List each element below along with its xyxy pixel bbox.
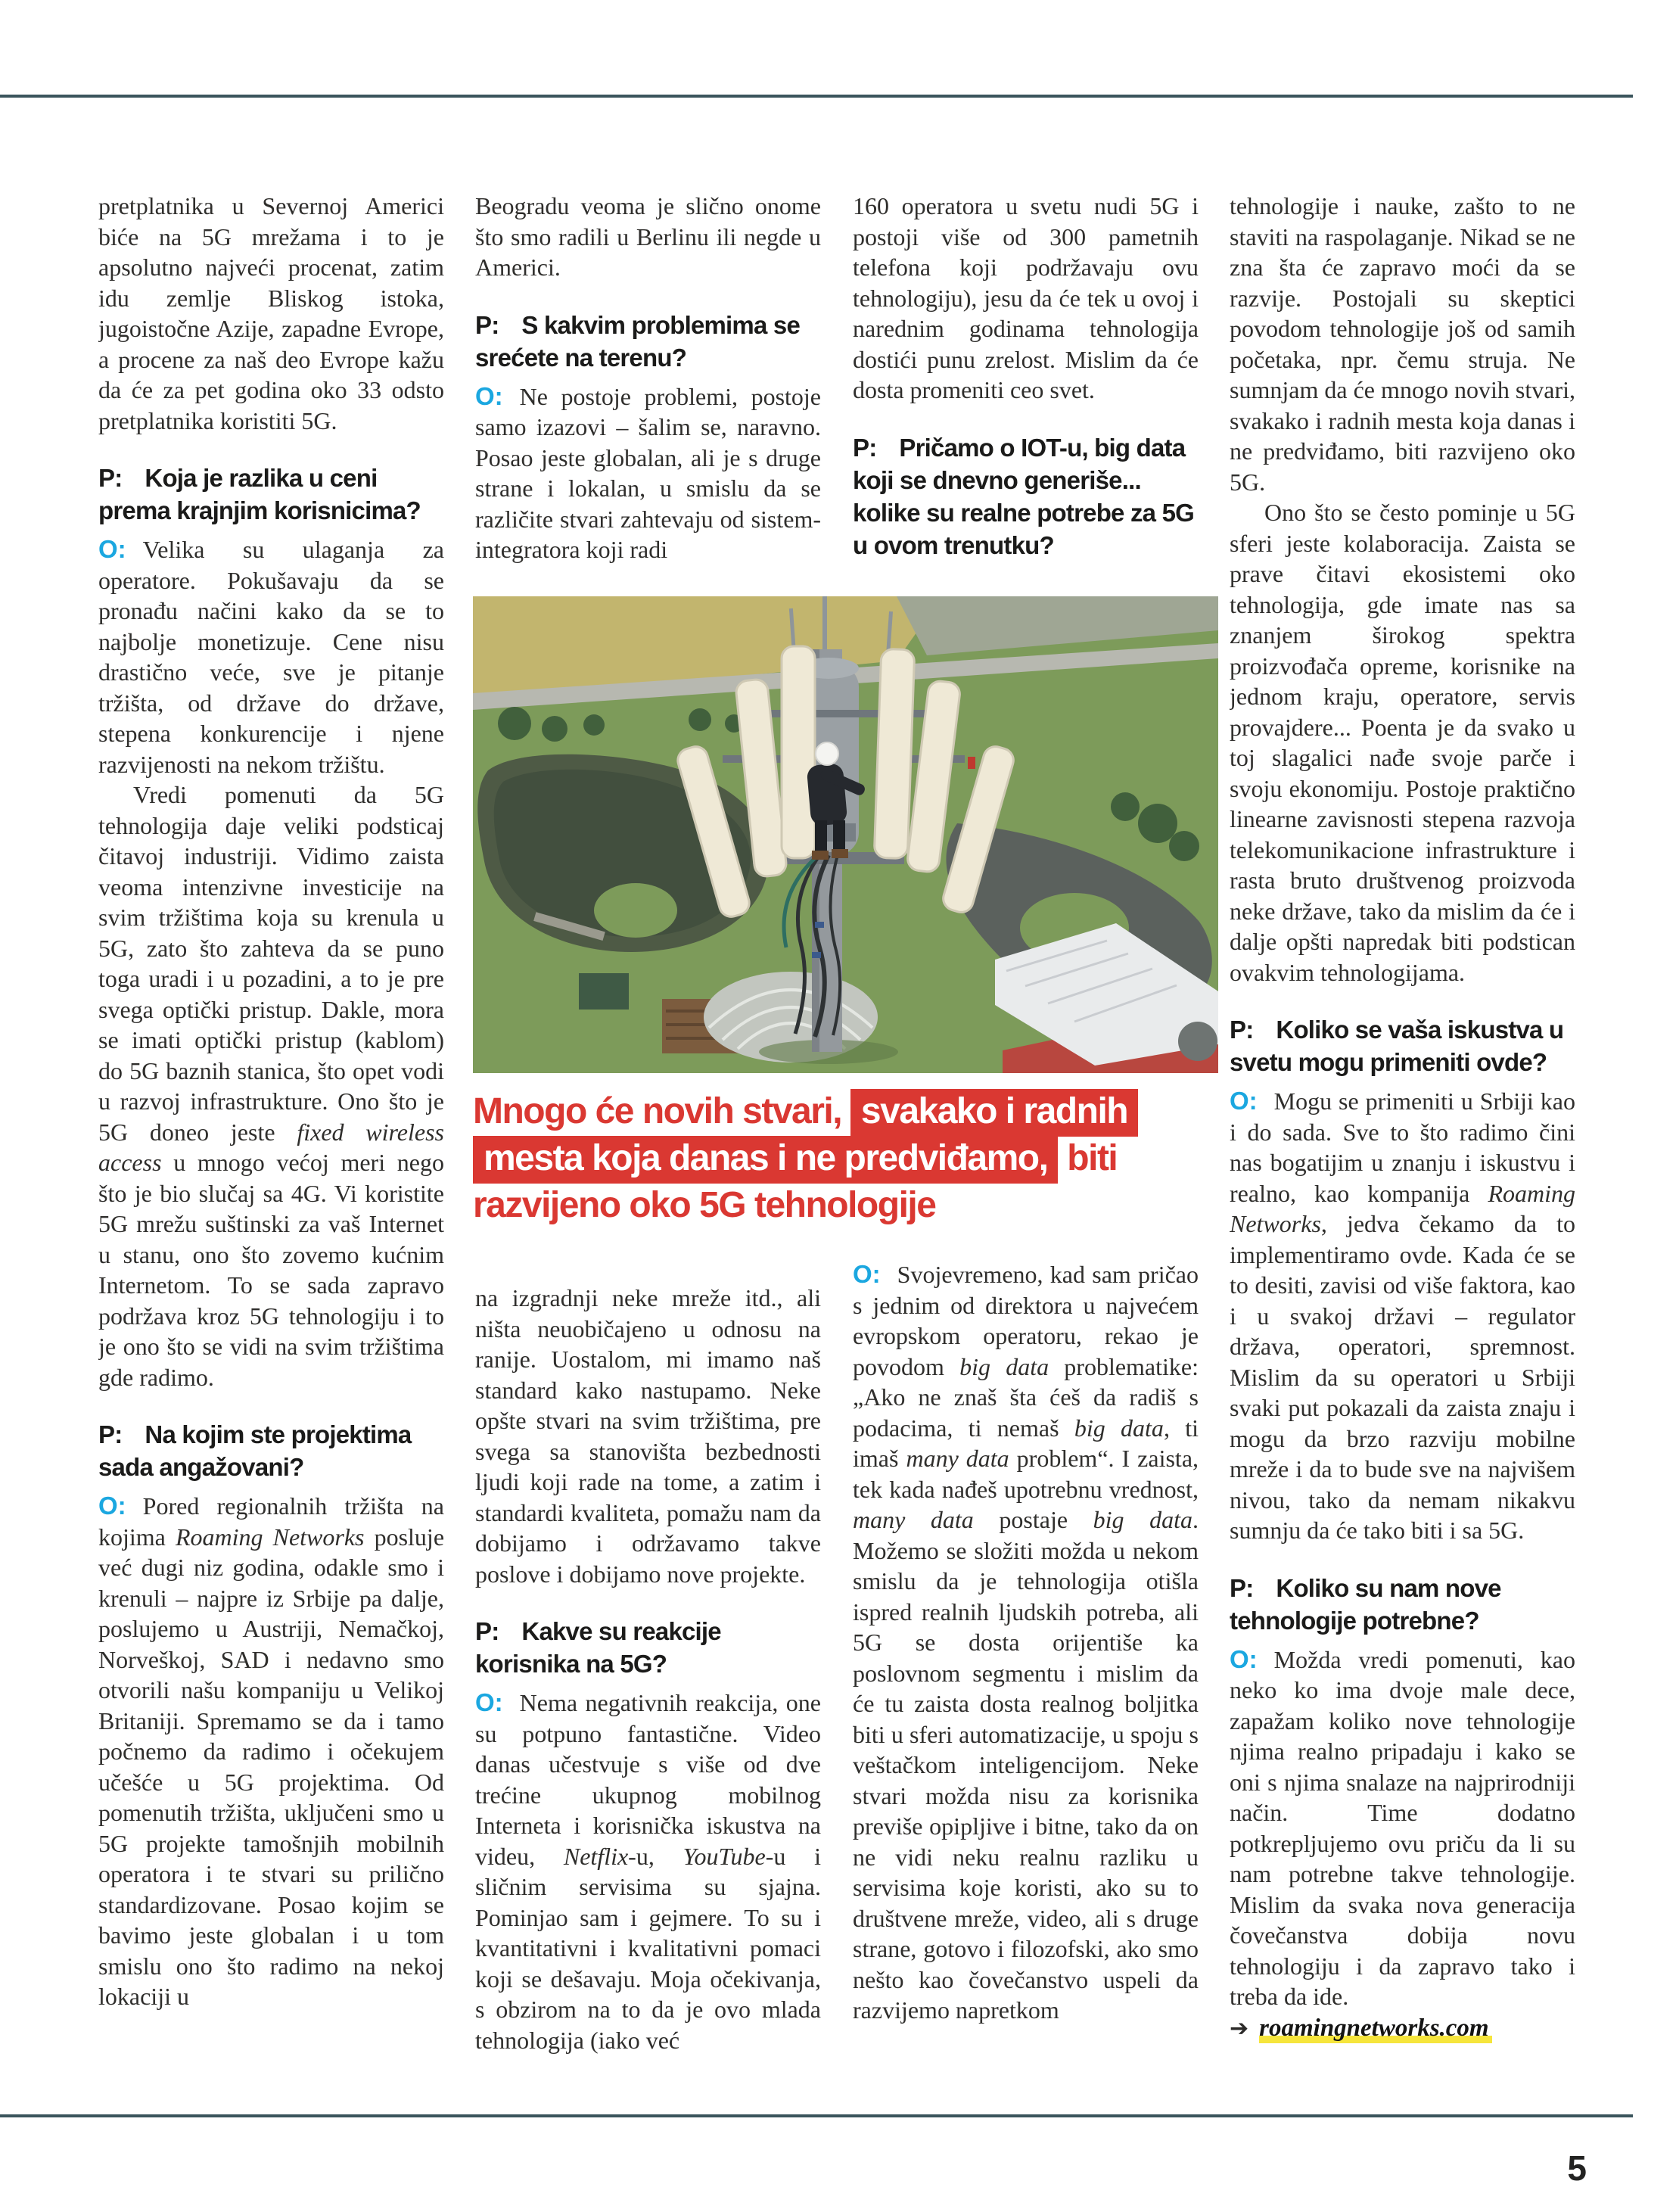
question-text: S kakvim problemima se srećete na terenu? bbox=[475, 310, 800, 372]
question-heading bbox=[475, 309, 821, 374]
top-rule bbox=[0, 95, 1633, 98]
question-text: Koliko se vaša iskustva u svetu mogu primeniti ovde? bbox=[1230, 1016, 1564, 1076]
body-paragraph: Vredi pomenuti da 5G tehnologija daje veliki podsticaj čitavoj industriji. Vidimo zaista veoma intenzivne investicije na svim tržištima koja su krenula u 5G, zato što zahteva da se puno toga uradi i u pozadini, a to je pre svega optički pristup. Dakle, mora se imati optički pristup (kablom) do 5G baznih stanica, što opet vodi u razvoj infrastrukture. Ono što je 5G doneo jeste fixed wireless access u mnogo većoj meri nego što je bio slučaj sa 4G. Vi koristite 5G mrežu suštinski za vaš Internet u stanu, ono što zovemo kućnim Internetom. To se sada zapravo podržava kroz 5G tehnologiju i to je ono što se vidi na svim tržištima gde radimo. bbox=[98, 781, 444, 1391]
italic-term: many data bbox=[853, 1506, 974, 1533]
italic-term: fixed wireless access bbox=[98, 1118, 444, 1176]
pull-quote-line-3 bbox=[473, 1182, 1230, 1229]
pull-quote-line-1 bbox=[473, 1088, 1230, 1135]
answer-paragraph: O: Svojevremeno, kad sam pričao s jednim od direktora u najvećem evropskom operatoru, rekao je povodom big data problematike: „Ako ne znaš šta ćeš da radiš s podacima, ti nemaš big data, ti imaš many data problem“. I zaista, tek kada nađeš upotrebnu vrednost, many data postaje big data. Možemo se složiti možda u nekom smislu da je tehnologija otišla ispred realnih ljudskih potreba, ali 5G se dosta orijentiše ka poslovnom segmentu i mislim da će tu zaista dosta realnog boljitka biti u sferi automatizacije, u spoju s veštačkom inteligencijom. Neke stvari možda nisu za korisnika previše opipljive i bitne, tako da on ne vidi neku realnu razliku u servisima koje koristi, ako su to društvene mreže, video, ali s druge strane, gotovo i filozofski, ako smo nešto kao čovečanstvo uspeli da razvijemo napretkom bbox=[853, 1260, 1199, 2024]
pull-quote-text: biti bbox=[1058, 1138, 1118, 1178]
italic-term: Roaming Networks bbox=[1230, 1179, 1575, 1237]
answer-label: O: bbox=[853, 1260, 881, 1288]
column-1 bbox=[98, 191, 444, 2117]
pull-quote-line-2 bbox=[473, 1135, 1230, 1182]
question-label: P: bbox=[475, 1617, 499, 1645]
question-heading bbox=[98, 462, 444, 527]
question-text: Koja je razlika u ceni prema krajnjim korisnicima? bbox=[98, 464, 421, 524]
italic-term: Roaming Networks bbox=[175, 1523, 365, 1551]
question-label: P: bbox=[1230, 1573, 1254, 1602]
question-heading bbox=[1230, 1013, 1575, 1078]
question-text: Kakve su reakcije korisnika na 5G? bbox=[475, 1617, 721, 1678]
answer-label: O: bbox=[98, 1492, 126, 1520]
question-heading bbox=[853, 431, 1199, 562]
answer-label: O: bbox=[1230, 1087, 1258, 1115]
answer-label: O: bbox=[475, 1688, 503, 1716]
body-paragraph: Beogradu veoma je slično onome što smo radili u Berlinu ili negde u Americi. bbox=[475, 192, 821, 281]
answer-paragraph: O: Velika su ulaganja za operatore. Pokušavaju da se pronađu načini kako da se to najbolje monetizuje. Cene nisu drastično veće, sve je pitanje tržišta, od države do države, stepena konkurencije i njene razvijenosti na nekom tržištu. bbox=[98, 535, 444, 778]
answer-label: O: bbox=[98, 535, 126, 563]
column-2-top bbox=[475, 191, 821, 598]
question-label: P: bbox=[475, 310, 499, 339]
question-label: P: bbox=[853, 433, 877, 462]
pull-quote bbox=[473, 1088, 1230, 1229]
answer-paragraph: O: Pored regionalnih tržišta na kojima Roaming Networks posluje već dugi niz godina, odakle smo i krenuli – najpre iz Srbije pa dalje, poslujemo u Austriji, Nemačkoj, Norveškoj, SAD i nedavno smo otvorili našu kompaniju u Velikoj Britaniji. Spremamo se da i tamo počnemo da radimo i očekujem učešće u 5G projektima. Od pomenutih tržišta, uključeni smo u 5G projekte tamošnjih mobilnih operatora i te stvari su prilično standardizovane. Posao kojim se bavimo jeste globalan i u tom smislu ono što radimo na nekoj lokaciji u bbox=[98, 1492, 444, 2010]
italic-term: big data bbox=[1074, 1414, 1164, 1442]
question-label: P: bbox=[98, 464, 123, 492]
website-link[interactable]: roamingnetworks.com bbox=[1259, 2014, 1491, 2043]
pull-quote-text: Mnogo će novih stvari, bbox=[473, 1091, 850, 1131]
answer-paragraph: O: Ne postoje problemi, postoje samo izazovi – šalim se, naravno. Posao jeste globalan, ali je s druge strane i lokalan, u smislu da se različite stvari zahtevaju od sistem-integratora koji radi bbox=[475, 381, 821, 563]
pull-quote-highlight: svakako i radnih bbox=[850, 1089, 1138, 1137]
italic-term: Netflix bbox=[563, 1842, 629, 1870]
answer-paragraph: O: Možda vredi pomenuti, kao neko ko ima dvoje male dece, zapažam koliko nove tehnologije njima realno pripadaju i kako se oni s njima snalaze na najprirodniji način. Time dodatno potkrepljujemo ovu priču da li su nam potrebne takve tehnologije. Mislim da svaka nova generacija čovečanstva dobija novu tehnologiju i da zapravo tako i treba da ide. bbox=[1230, 1644, 1575, 2010]
website-link-line bbox=[1230, 2012, 1575, 2045]
pull-quote-text: razvijeno oko 5G tehnologije bbox=[473, 1185, 936, 1225]
body-paragraph: pretplatnika u Severnoj Americi biće na 5G mrežama i to je apsolutno najveći procenat, zatim idu zemlje Bliskog istoka, jugoistočne Azije, zapadne Evrope, a procene za naš deo Evrope kažu da će za pet godina oko 33 odsto pretplatnika koristiti 5G. bbox=[98, 192, 444, 434]
column-3-bottom bbox=[853, 1259, 1199, 2115]
answer-paragraph: O: Mogu se primeniti u Srbiji kao i do sada. Sve to što radimo čini nas bogatijim u znanju i iskustvu i realno, kao kompanija Roaming Networks, jedva čekamo da to implementiramo ovde. Kada će se to desiti, zavisi od više faktora, kao i u svakoj državi – regulator država, operatori, spremnost. Mislim da su operatori u Srbiji svaki put pokazali da zaista znaju i mogu da brzo razviju mobilne mreže i da to bude sve na najvišem nivou, tako da nemam nikakvu sumnju da će tako biti i sa 5G. bbox=[1230, 1087, 1575, 1544]
question-text: Koliko su nam nove tehnologije potrebne? bbox=[1230, 1573, 1501, 1635]
tower-photo bbox=[473, 596, 1218, 1073]
question-text: Pričamo o IOT-u, big data koji se dnevno generiše... kolike su realne potrebe za 5G u ovom trenutku? bbox=[853, 433, 1195, 559]
italic-term: YouTube bbox=[683, 1842, 766, 1870]
question-heading bbox=[1230, 1572, 1575, 1637]
answer-label: O: bbox=[475, 381, 503, 410]
body-paragraph: tehnologije i nauke, zašto to ne staviti na raspolaganje. Nikad se ne zna šta će zapravo moći da se razvije. Postojali su skeptici povodom tehnologije još od samih početaka, npr. čemu struja. Ne sumnjam da će mnogo novih stvari, svakako i radnih mesta koja danas i ne predviđamo, biti razvijeno oko 5G. bbox=[1230, 192, 1575, 496]
italic-term: big data bbox=[959, 1352, 1049, 1380]
question-heading bbox=[475, 1615, 821, 1680]
question-heading bbox=[98, 1418, 444, 1483]
body-paragraph: 160 operatora u svetu nudi 5G i postoji više od 300 pametnih telefona koji podržavaju ovu tehnologiju), jesu da će tek u ovoj i narednim godinama tehnologija dostići punu zrelost. Mislim da će dosta promeniti ceo svet. bbox=[853, 192, 1199, 403]
question-label: P: bbox=[1230, 1016, 1254, 1044]
column-3-top bbox=[853, 191, 1199, 598]
answer-label: O: bbox=[1230, 1644, 1258, 1673]
question-text: Na kojim ste projektima sada angažovani? bbox=[98, 1420, 412, 1481]
column-4 bbox=[1230, 191, 1575, 2117]
column-2-bottom bbox=[475, 1283, 821, 2115]
body-paragraph: na izgradnji neke mreže itd., ali ništa neuobičajeno u odnosu na ranije. Uostalom, mi imamo naš standard kako nastupamo. Neke opšte stvari na svim tržištima, pre svega sa stanovišta bezbednosti ljudi koji rade na tome, a zatim i standardi kvaliteta, pomažu nam da dobijamo i održavamo takve poslove i dobijamo nove projekte. bbox=[475, 1284, 821, 1588]
italic-term: many data bbox=[906, 1445, 1009, 1472]
bottom-rule bbox=[0, 2114, 1633, 2117]
body-paragraph: Ono što se često pominje u 5G sferi jeste kolaboracija. Zaista se prave čitavi ekosistemi oko tehnologija, gde imate nas sa znanjem širokog spektra proizvođača opreme, korisnike na jednom kraju, operatore, servis provajdere... Poenta je da svako u toj slagalici nađe svoje parče i svoju ekonomiju. Postoje praktično linearne zavisnosti stepena razvoja telekomunikacione infrastrukture i rasta bruto društvenog proizvoda neke države, tako da mislim da će i dalje opšti napredak biti podstican ovakvim tehnologijama. bbox=[1230, 499, 1575, 986]
italic-term: big data bbox=[1093, 1506, 1192, 1533]
pull-quote-highlight: mesta koja danas i ne predviđamo, bbox=[473, 1136, 1058, 1184]
arrow-icon: ➔ bbox=[1230, 2014, 1249, 2042]
question-label: P: bbox=[98, 1420, 123, 1448]
page-number: 5 bbox=[1567, 2148, 1587, 2188]
answer-paragraph: O: Nema negativnih reakcija, one su potpuno fantastične. Video danas učestvuje s više od dve trećine ukupnog mobilnog Interneta i korisnička iskustva na videu, Netflix-u, YouTube-u i sličnim servisima su sjajna. Pominjao sam i gejmere. To su i kvantitativni i kvalitativni pomaci koji se dešavaju. Moja očekivanja, s obzirom na to da je ovo mlada tehnologija (iako već bbox=[475, 1688, 821, 2054]
